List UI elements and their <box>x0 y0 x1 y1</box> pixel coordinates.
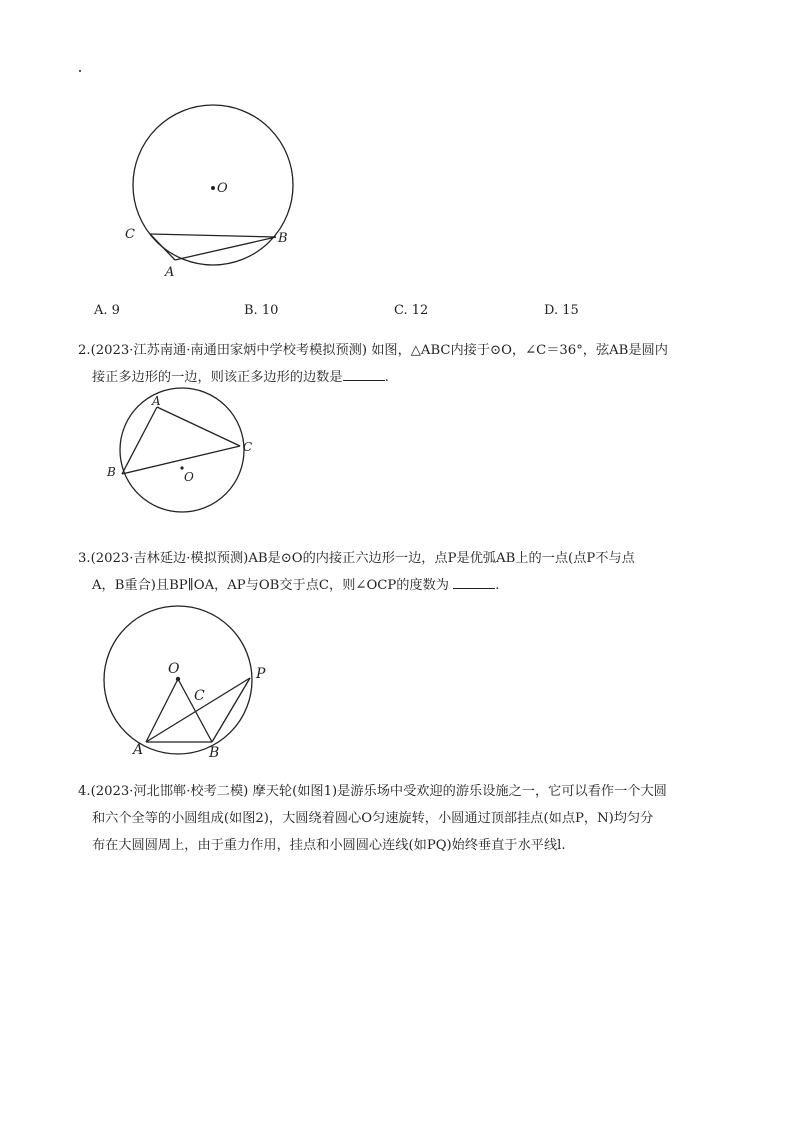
label-a: A <box>165 265 175 280</box>
chord-cb <box>150 234 276 237</box>
question-2-line-1 <box>78 337 728 364</box>
center-point-o <box>211 186 215 190</box>
option-d: D. 15 <box>544 303 579 318</box>
label-c: C <box>243 440 253 454</box>
answer-blank <box>343 367 385 381</box>
side-bc <box>122 446 240 474</box>
question-3-text-2: A，B重合)且BP∥OA，AP与OB交于点C，则∠OCP的度数为 <box>92 578 449 593</box>
question-4-text-1: 摩天轮(如图1)是游乐场中受欢迎的游乐设施之一，它可以看作一个大圆 <box>252 784 667 799</box>
option-a: A. 9 <box>94 303 120 318</box>
question-2-text-1: 如图，△ABC内接于⊙O，∠C＝36°，弦AB是圆内 <box>371 343 668 358</box>
question-3-text-1: AB是⊙O的内接正六边形一边，点P是优弧AB上的一点(点P不与点 <box>248 551 635 566</box>
question-2-end: . <box>384 370 389 385</box>
side-ac <box>157 407 240 446</box>
question-2-text-2: 接正多边形的一边，则该正多边形的边数是 <box>92 370 343 385</box>
option-b: B. 10 <box>244 303 279 318</box>
stray-dot <box>79 70 81 72</box>
question-3-line-1 <box>78 545 728 572</box>
question-4-line-2: 和六个全等的小圆组成(如图2)，大圆绕着圆心O匀速旋转，小圆通过顶部挂点(如点P，N)均匀分 <box>92 811 654 826</box>
label-b: B <box>107 465 116 479</box>
side-ab <box>122 407 157 474</box>
question-4-source: (2023·河北邯郸·校考二模) <box>90 784 249 799</box>
label-b: B <box>209 745 220 761</box>
question-4-line-1 <box>78 778 728 805</box>
question-3-end: . <box>495 578 500 593</box>
label-b: B <box>278 231 288 246</box>
question-2-line-2 <box>78 364 728 391</box>
label-o: O <box>217 181 228 196</box>
label-o: O <box>184 470 194 484</box>
label-p: P <box>256 666 266 682</box>
question-3-number: 3. <box>78 551 91 566</box>
question-4-line-3: 布在大圆圆周上，由于重力作用，挂点和小圆圆心连线(如PQ)始终垂直于水平线l. <box>92 838 566 853</box>
label-c: C <box>125 227 135 242</box>
figure-2-circle-diagram <box>100 392 270 502</box>
question-2-source: (2023·江苏南通·南通田家炳中学校考模拟预测) <box>90 343 368 358</box>
option-c: C. 12 <box>394 303 429 318</box>
figure-3-circle-diagram <box>96 600 286 760</box>
label-a: A <box>152 394 161 408</box>
question-2-number: 2. <box>78 343 91 358</box>
label-o: O <box>168 661 180 677</box>
question-4-number: 4. <box>78 784 91 799</box>
label-a: A <box>133 742 144 758</box>
label-c: C <box>194 688 205 704</box>
question-3-line-2 <box>78 572 728 599</box>
chord-ca <box>150 234 175 260</box>
question-3 <box>78 545 728 599</box>
answer-blank <box>453 575 495 589</box>
question-2 <box>78 337 728 391</box>
question-4 <box>78 778 728 859</box>
question-3-source: (2023·吉林延边·模拟预测) <box>90 551 249 566</box>
figure-1-circle-diagram <box>110 80 320 285</box>
